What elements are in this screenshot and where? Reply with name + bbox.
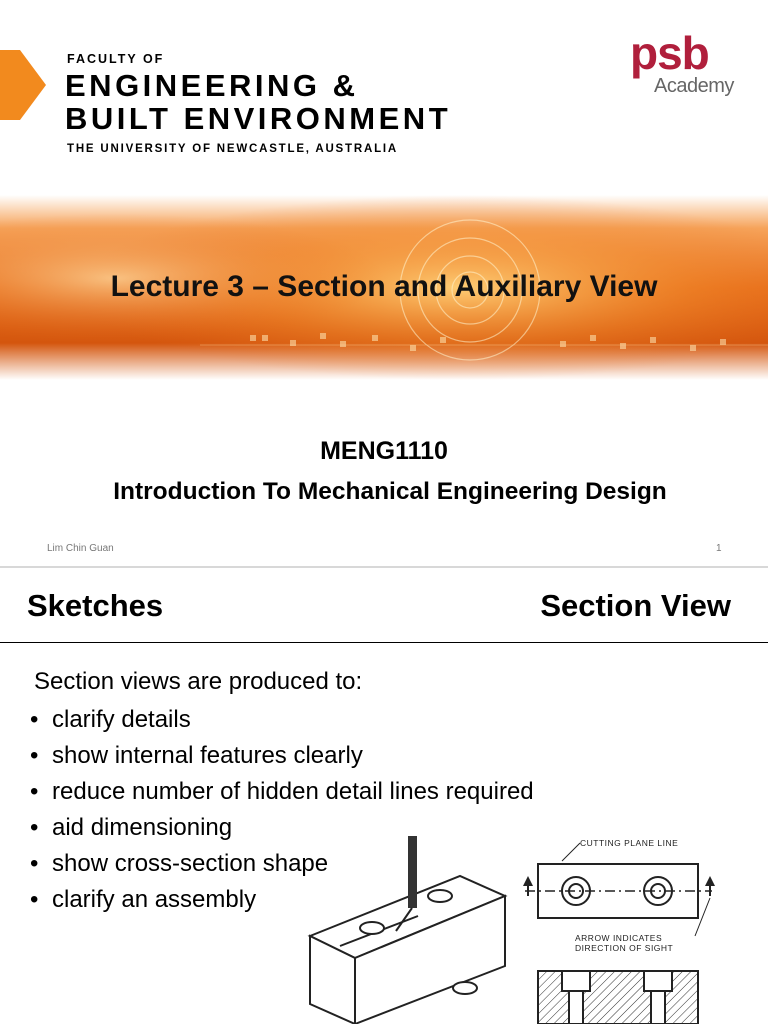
list-item: • aid dimensioning <box>30 810 534 846</box>
cutting-plane-label: CUTTING PLANE LINE <box>580 838 679 848</box>
faculty-name-line1: ENGINEERING & <box>65 68 359 103</box>
list-item: • clarify an assembly <box>30 882 534 918</box>
course-code: MENG1110 <box>320 437 448 465</box>
author-footer: Lim Chin Guan <box>47 543 114 554</box>
slide-heading-right: Section View <box>540 588 731 623</box>
section-view-slide <box>0 568 768 1024</box>
university-label: THE UNIVERSITY OF NEWCASTLE, AUSTRALIA <box>67 143 398 155</box>
heading-rule <box>0 642 768 643</box>
chevron-logo-icon <box>0 50 48 120</box>
arrow-label-line1: ARROW INDICATES <box>575 933 663 943</box>
course-name: Introduction To Mechanical Engineering Design <box>113 478 667 505</box>
list-item: • show cross-section shape <box>30 846 534 882</box>
faculty-name-line2: BUILT ENVIRONMENT <box>65 101 452 136</box>
lecture-title: Lecture 3 – Section and Auxiliary View <box>110 270 658 303</box>
page-number: 1 <box>716 543 722 554</box>
list-item: • reduce number of hidden detail lines required <box>30 774 534 810</box>
section-view <box>538 971 698 1024</box>
arrow-label-line2: DIRECTION OF SIGHT <box>575 943 674 953</box>
cutting-plane-bar <box>408 836 417 908</box>
slide-heading-left: Sketches <box>27 588 164 623</box>
intro-text: Section views are produced to: <box>34 668 363 695</box>
list-item: • show internal features clearly <box>30 738 534 774</box>
list-item: • clarify details <box>30 702 534 738</box>
psb-academy-label: Academy <box>654 75 734 97</box>
faculty-of-label: FACULTY OF <box>67 52 165 66</box>
psb-logo: psb <box>630 27 709 79</box>
isometric-block <box>310 876 505 1024</box>
section-view-drawing <box>300 836 740 1024</box>
